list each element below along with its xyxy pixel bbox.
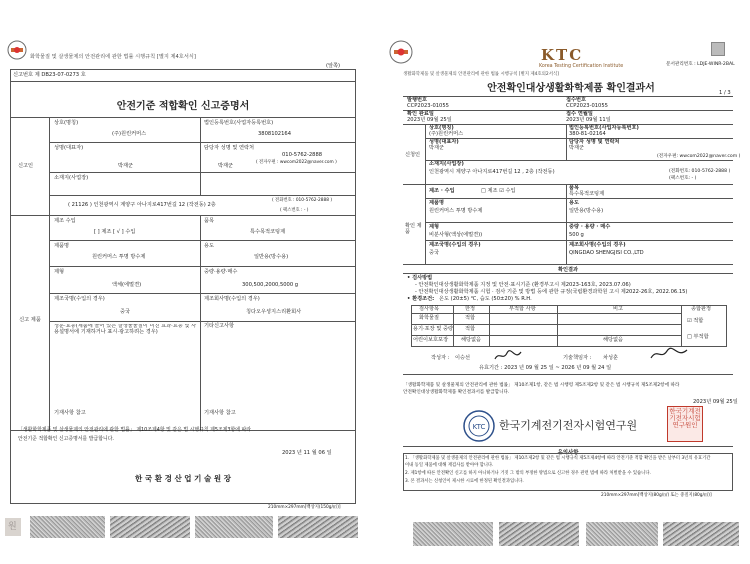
row3-value: 해당없음: [461, 337, 482, 343]
item-label-right: 품목: [569, 185, 580, 191]
corp-label-right: 법인등록번호(사업자등록번호): [569, 125, 639, 131]
use-label: 용도: [204, 243, 215, 249]
row2-item: 용기·포장 및 중량: [413, 326, 454, 332]
scan-strip-r3: [586, 522, 658, 546]
address: ( 21126 ) 인천광역시 계양구 아나지로417번길 12 (작전동) 2층: [68, 202, 216, 208]
row1-value: 적합: [465, 315, 476, 321]
institute-name: 한국기계전기전자시험연구원: [499, 419, 638, 432]
notice-3: 2. 제1항에 따른 안전확인 신고를 하지 아니하거나 거짓 그 밖의 부정한 방법으로 신고한 경우 관련 법에 따라 처벌받을 수 있습니다.: [405, 471, 651, 476]
cert-text-2: 안전기준 적합확인 신고증명서를 발급합니다.: [18, 436, 114, 442]
addr-right: 인천광역시 계양구 아나지로417번길 12 , 2층 (작전동): [429, 169, 555, 175]
scan-strip-3: [195, 516, 273, 538]
contact-label-right: 담당자 성명 및 연락처: [569, 139, 620, 145]
validity-period: 유효기간 : 2023 년 09 월 25 일 ~ 2026 년 09 월 24 일: [479, 365, 612, 371]
product-label-right: 확인 제품: [405, 223, 422, 235]
contact-phone: 010-5762-2888: [282, 152, 323, 158]
addr-label-right: 소재지(사업장): [429, 161, 464, 167]
contact-name: 박재군: [218, 163, 234, 169]
scan-strip-4: [278, 516, 358, 538]
import-value: [ ] 제조 [ √ ] 수입: [94, 229, 136, 235]
origin-right: 중국: [429, 250, 440, 256]
applicant-label-right: 신청인: [405, 152, 421, 158]
capacity: 300,500,2000,5000 g: [242, 282, 299, 288]
notice-4: 3. 본 결과서는 신청인이 제시한 시료에 한정된 확인결과입니다.: [405, 479, 524, 484]
page-indicator: 1 / 3: [719, 90, 731, 96]
maker: 칭다오우셩지스리환회사: [246, 309, 302, 315]
category: 특수목적코팅제: [250, 229, 286, 235]
contact-label: 담당자 성명 및 연락처: [204, 145, 255, 151]
scan-strip-2: [110, 516, 190, 538]
notes-right: 기재사항 참고: [204, 410, 236, 416]
env-condition: 온도 (20±5) ℃, 습도 (50±20) % R.H.: [439, 296, 532, 302]
receipt-date-label: 접수 연월일: [566, 111, 593, 117]
overall-pass: ☑ 적합: [687, 318, 704, 324]
row3-note: 해당없음: [603, 337, 624, 343]
form-value: 액체(에멀젼): [112, 282, 142, 288]
writer-signature-icon: [493, 348, 523, 362]
red-seal-text: 한국기계전기전자시험연구원인: [669, 407, 701, 430]
org-english: Korea Testing Certification Institute: [539, 64, 624, 69]
result-label: 확인결과: [557, 267, 579, 273]
maker-label-right: 제조회사명(수입의 경우): [569, 242, 626, 248]
scan-strip-1: [30, 516, 105, 538]
legal-text-2: 안전확인대상생활화학제품 확인결과서를 발급합니다.: [403, 390, 510, 395]
address-label: 소재지(사업장): [54, 175, 89, 181]
receipt-no-label: 접수번호: [566, 97, 587, 103]
weight-right: 500 g: [569, 232, 584, 238]
qr-code-icon: [711, 42, 725, 56]
notice-title: 유의사항: [557, 450, 579, 456]
left-certificate: [0, 0, 362, 564]
form-label: 제형: [54, 269, 65, 275]
report-title: 안전확인대상생활화학제품 확인결과서: [487, 83, 655, 94]
maker-label: 제조회사명(수입의 경우): [204, 296, 260, 302]
applicant-label: 신고인: [18, 163, 34, 169]
approver-signature-icon: [649, 346, 689, 362]
make-value-right: □ 제조 ☑ 수입: [481, 188, 516, 194]
product-name: 원린커머스 투명 방수제: [92, 254, 146, 260]
ktc-seal-icon: [461, 410, 497, 442]
use-label-right: 용도: [569, 200, 580, 206]
notice-1: 1. 「생활화학제품 및 살생물제의 안전관리에 관한 법률」 제10조제2항 및 같은 법 시행규칙 제5조제4항에 따라 안전기준 적합 확인을 받은 날부터 3년의 유효기간: [405, 456, 711, 461]
form-right: 비분사형(액상(에멀젼)): [429, 232, 483, 238]
origin: 중국: [120, 309, 131, 315]
form-label-right: 제형: [429, 224, 440, 230]
rep-name: 박재군: [118, 163, 134, 169]
maker-right: QINGDAO SHENGJISI CO.,LTD: [569, 250, 644, 256]
ingredients-label: 성분·효능(제품에 들어 있는 살생물물질이 미친 효과·효능 및 사용설명서에 기재하거나 표시·광고하려는 경우): [54, 324, 197, 335]
col-overall: 종합판정: [691, 306, 712, 312]
receipt-no: CCP2023-01055: [566, 103, 608, 109]
legal-text-1: 「생활화학제품 및 살생물제의 안전관리에 관한 법률」 제10조제1항, 같은 법 시행령 제5조제2항 및 같은 법 시행규칙 제5조제2항에 따라: [403, 383, 680, 388]
check-method-1: - 안전확인대상생활화학제품 지정 및 안전·표시기준 (환경부고시 제2023-163호, 2023.07.06): [415, 282, 631, 288]
svg-text:KTC: KTC: [472, 423, 486, 431]
product-label: 신고 제품: [19, 317, 41, 323]
notes-left: 기재사항 참고: [54, 410, 86, 416]
fax-line-right: (팩스번호: - ): [669, 176, 697, 181]
stamp-char: 원: [8, 522, 17, 532]
notice-2: 이내 동일 제품에 대해 재검사를 받아야 합니다.: [405, 463, 494, 468]
phone-line: ( 전화번호 : 010-5762-2888 ): [272, 198, 333, 203]
scan-strip-r1: [413, 522, 493, 546]
col-item: 검사항목: [419, 306, 440, 312]
corp-right: 380-81-02164: [569, 131, 606, 137]
row2-value: 적합: [465, 326, 476, 332]
issue-no: CCP2023-01055: [407, 103, 449, 109]
issue-date: 2023 년 11 월 06 일: [282, 450, 332, 456]
receipt-date: 2023년 09월 11일: [566, 117, 611, 123]
item-right: 특수목적코팅제: [569, 191, 605, 197]
doc-ref: 문서관리번호 : LDJE-WINR-2BAL: [666, 62, 735, 67]
use-right: 일반용(방수용): [569, 208, 604, 214]
env-label: • 환경조건:: [407, 296, 435, 302]
tel-line-right: (전화번호: 010-5762-2888 ): [669, 169, 731, 174]
email-line: ( 전자우편 : wwcom2022@naver.com ): [256, 160, 337, 165]
confirm-date: 2023년 09월 25일: [407, 117, 452, 123]
serial-number: 신고번호 제 DB23-07-0273 호: [13, 72, 86, 78]
category-label: 품목: [204, 218, 215, 224]
use-value: 일반용(방수용): [254, 254, 289, 260]
overall-fail: □ 부적합: [687, 334, 709, 340]
trade-right: (주)원린커머스: [429, 131, 464, 137]
fax-line: ( 팩스번호 : - ): [280, 208, 309, 213]
form-header-right: 생활화학제품 및 살생물제의 안전관리에 관한 법률 시행규칙 [별지 제4호의2서식]: [403, 72, 559, 77]
trade-name-label: 상호(명칭): [54, 120, 79, 126]
gov-emblem-icon-right: [388, 40, 414, 64]
approver-label: 기술책임자 :: [563, 355, 592, 361]
paper-spec: 210mm×297mm[백상지(150g/㎡)]: [268, 505, 341, 510]
import-label: 제조 수입: [54, 218, 76, 224]
scan-strip-r2: [499, 522, 579, 546]
other-label: 기타신고사항: [204, 323, 235, 329]
approver-name: 차성훈: [603, 355, 619, 361]
email-line-right: (전자우편: wwcom2022@naver.com ): [657, 154, 741, 159]
col-limit: 한정: [465, 306, 476, 312]
writer-name: 이승선: [455, 355, 471, 361]
name-right: 원린커머스 투명 방수제: [429, 208, 483, 214]
form-header: 화학물질 및 살생물제의 안전관리에 관한 법률 시행규칙 [별지 제4호서식]: [30, 54, 196, 60]
rep-right: 박재군: [429, 145, 445, 151]
row1-item: 화학물질: [419, 315, 440, 321]
name-label-right: 제품명: [429, 200, 445, 206]
writer-label: 작성자 :: [431, 355, 450, 361]
paper-spec-right: 210mm×297mm[백상지(80g/㎡) 또는 중질지(80g/㎡)]: [601, 493, 712, 498]
col-note: 비고: [613, 306, 624, 312]
weight-label-right: 중량 · 용량 · 매수: [569, 224, 611, 230]
corp-no-label: 법인등록번호(사업자등록번호): [204, 120, 274, 126]
issuer: 한 국 환 경 산 업 기 술 원 장: [135, 474, 231, 483]
scan-strip-r4: [663, 522, 739, 546]
issue-no-label: 발행번호: [407, 97, 428, 103]
trade-label-right: 상호(명칭): [429, 125, 454, 131]
name-label: 제품명: [54, 243, 70, 249]
front-label: (앞쪽): [326, 63, 341, 69]
confirm-date-label: 확인 완료일: [407, 111, 434, 117]
trade-name: (주)원린커머스: [112, 131, 147, 137]
rep-label-right: 성명(대표자): [429, 139, 459, 145]
cert-text-1: 「생활화학제품 및 살생물제의 안전관리에 관한 법률」 제10조제4항 및 같은 법 시행규칙 제5조제3항에 따라: [18, 427, 251, 433]
row3-item: 어린이보호포장: [413, 337, 449, 343]
check-method-2: - 안전확인대상생활화학제품 시험 · 검사 기준 및 방법 등에 관한 규정(국립환경과학원 고시 제2022-26호, 2022.06.15): [415, 289, 688, 295]
gov-emblem-icon: [6, 40, 28, 60]
make-label-right: 제조 · 수입: [429, 188, 455, 194]
ktc-logo-text: KTC: [541, 46, 584, 64]
capacity-label: 중량·용량·매수: [204, 269, 238, 275]
contact-name-right: 박재군: [569, 145, 585, 151]
result-table: [411, 305, 727, 347]
rep-label: 성명(대표자): [54, 145, 84, 151]
col-result: 부적합 사항: [509, 306, 536, 312]
origin-label: 제조국명(수입의 경우): [54, 296, 105, 302]
corp-no: 3808102164: [258, 131, 292, 137]
issue-date-right: 2023년 09월 25일: [693, 399, 738, 405]
check-label: • 검사방법: [407, 275, 433, 281]
right-result-report: [381, 0, 750, 564]
certificate-title: 안전기준 적합확인 신고증명서: [116, 101, 250, 112]
origin-label-right: 제조국명(수입의 경우): [429, 242, 481, 248]
ktc-logo: [541, 46, 583, 64]
